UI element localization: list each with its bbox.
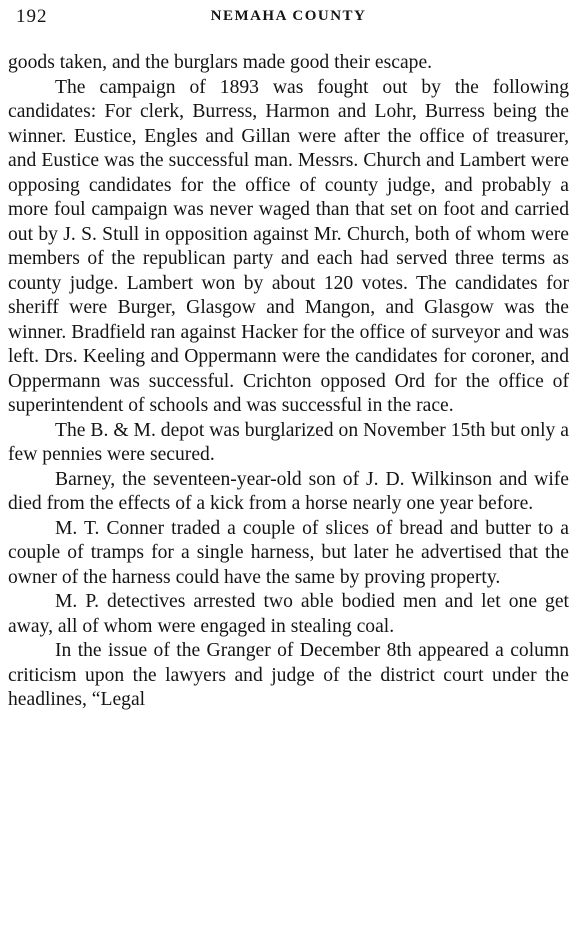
paragraph-coal-theft: M. P. detectives arrested two able bodied men and let one get away, all of whom were engaged in stealing coal. xyxy=(8,591,569,637)
page-number: 192 xyxy=(16,6,48,27)
paragraph-conner-harness: M. T. Conner traded a couple of slices of bread and butter to a couple of tramps for a single harness, but later he advertised that the owner of the harness could have the same by proving property. xyxy=(8,517,569,588)
page-header xyxy=(8,0,569,30)
running-head: NEMAHA COUNTY xyxy=(210,8,367,24)
page-body xyxy=(8,51,569,713)
paragraph-continuation: goods taken, and the burglars made good their escape. xyxy=(8,52,433,73)
paragraph-barney-wilkinson: Barney, the seventeen-year-old son of J. D. Wilkinson and wife died from the effects of a kick from a horse nearly one year before. xyxy=(8,468,569,514)
paragraph-campaign-1893: The campaign of 1893 was fought out by the following candidates: For clerk, Burress, Harmon and Lohr, Burress being the winner. Eustice, Engles and Gillan were after the office of treasurer, and Eustice was the successful man. Messrs. Church and Lambert were opposing candidates for the office of county judge, and probably a more foul campaign was never waged than that set on foot and carried out by J. S. Stull in opposition against Mr. Church, both of whom were members of the republican party and each had served three terms as county judge. Lambert won by about 120 votes. The candidates for sheriff were Burger, Glasgow and Mangon, and Glasgow was the winner. Bradfield ran against Hacker for the office of surveyor and was left. Drs. Keeling and Oppermann were the candidates for coroner, and Oppermann was successful. Crichton opposed Ord for the office of superintendent of schools and was successful in the race. xyxy=(8,76,569,416)
paragraph-granger-criticism: In the issue of the Granger of December 8th appeared a column criticism upon the lawyers and judge of the district court under the headlines, “Legal xyxy=(8,640,569,710)
paragraph-depot-burglary: The B. & M. depot was burglarized on November 15th but only a few pennies were secured. xyxy=(8,419,569,465)
